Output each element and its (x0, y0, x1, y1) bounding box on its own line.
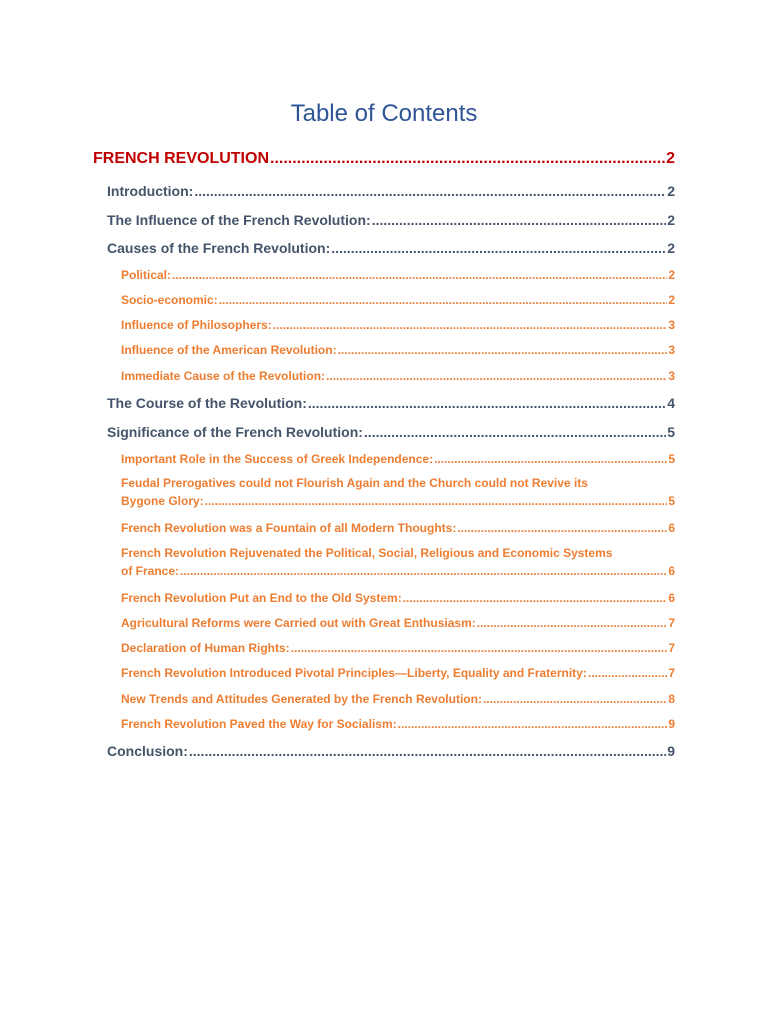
toc-entry-label-continued: Bygone Glory: (121, 494, 204, 508)
toc-page-number: 9 (668, 717, 675, 731)
toc-dot-leader (205, 494, 668, 508)
toc-entry-human-rights[interactable] (121, 641, 675, 655)
toc-entry-label: Declaration of Human Rights: (121, 641, 290, 655)
toc-dot-leader (403, 591, 668, 605)
toc-dot-leader (194, 183, 666, 199)
toc-entry-label: Immediate Cause of the Revolution: (121, 369, 326, 383)
toc-entry-socio-economic[interactable] (121, 293, 675, 307)
toc-page-number: 6 (668, 591, 675, 605)
toc-page-number: 6 (668, 564, 675, 578)
toc-entry-label: French Revolution Rejuvenated the Political, Social, Religious and Economic Systems (121, 546, 613, 560)
toc-entry-political[interactable] (121, 268, 675, 282)
toc-dot-leader (338, 343, 668, 357)
toc-entry-label: The Influence of the French Revolution: (107, 212, 371, 228)
toc-entry-influence[interactable] (107, 212, 675, 228)
toc-page-number: 2 (667, 183, 675, 199)
toc-dot-leader (273, 318, 668, 332)
toc-entry-label: Causes of the French Revolution: (107, 240, 331, 256)
toc-dot-leader (457, 521, 667, 535)
toc-entry-feudal-prerogatives[interactable] (121, 476, 675, 508)
toc-page-number: 3 (668, 318, 675, 332)
toc-dot-leader (291, 641, 668, 655)
toc-dot-leader (364, 424, 666, 440)
toc-dot-leader (372, 212, 667, 228)
toc-entry-label: New Trends and Attitudes Generated by the French Revolution: (121, 692, 482, 706)
toc-page-number: 7 (668, 616, 675, 630)
toc-entry-continuation (121, 494, 675, 508)
toc-entry-modern-thoughts[interactable] (121, 521, 675, 535)
toc-page-number: 2 (667, 240, 675, 256)
toc-entry-label: Feudal Prerogatives could not Flourish Again and the Church could not Revive its (121, 476, 588, 490)
toc-entry-french-revolution[interactable] (93, 150, 675, 168)
toc-entry-label: Significance of the French Revolution: (107, 424, 363, 440)
toc-page-number: 2 (668, 268, 675, 282)
toc-entry-label: Important Role in the Success of Greek Independence: (121, 452, 434, 466)
toc-page-number: 9 (667, 743, 675, 759)
toc-entry-immediate-cause[interactable] (121, 369, 675, 383)
toc-entry-label: Conclusion: (107, 743, 188, 759)
toc-entry-label: Influence of the American Revolution: (121, 343, 337, 357)
toc-dot-leader (398, 717, 668, 731)
toc-page-number: 3 (668, 369, 675, 383)
toc-entry-socialism[interactable] (121, 717, 675, 731)
toc-dot-leader (180, 564, 667, 578)
toc-dot-leader (219, 293, 668, 307)
toc-entry-american-revolution[interactable] (121, 343, 675, 357)
toc-dot-leader (326, 369, 667, 383)
toc-page-number: 3 (668, 343, 675, 357)
toc-entry-continuation (121, 564, 675, 578)
toc-entry-label-continued: of France: (121, 564, 180, 578)
toc-page-number: 7 (668, 666, 675, 680)
toc-entry-course[interactable] (107, 395, 675, 411)
toc-page-number: 8 (668, 692, 675, 706)
toc-entry-label: Agricultural Reforms were Carried out with Great Enthusiasm: (121, 616, 476, 630)
toc-dot-leader (483, 692, 667, 706)
toc-entry-significance[interactable] (107, 424, 675, 440)
toc-page-number: 6 (668, 521, 675, 535)
toc-entry-pivotal-principles[interactable] (121, 666, 675, 680)
toc-page-number: 5 (668, 452, 675, 466)
toc-page-number: 2 (667, 212, 675, 228)
toc-page-number: 2 (666, 150, 675, 167)
toc-entry-label: FRENCH REVOLUTION (93, 150, 269, 167)
toc-dot-leader (588, 666, 667, 680)
toc-dot-leader (270, 150, 665, 168)
toc-entry-label: French Revolution Introduced Pivotal Principles—Liberty, Equality and Fraternity: (121, 666, 587, 680)
toc-entry-introduction[interactable] (107, 183, 675, 199)
toc-page-number: 4 (667, 395, 675, 411)
toc-title: Table of Contents (290, 100, 478, 127)
toc-entry-label: French Revolution Paved the Way for Socialism: (121, 717, 397, 731)
toc-dot-leader (172, 268, 667, 282)
toc-page-number: 5 (668, 494, 675, 508)
toc-entry-greek-independence[interactable] (121, 452, 675, 466)
toc-entry-philosophers[interactable] (121, 318, 675, 332)
toc-dot-leader (434, 452, 667, 466)
toc-entry-label: French Revolution Put an End to the Old System: (121, 591, 402, 605)
toc-page-number: 7 (668, 641, 675, 655)
toc-entry-old-system[interactable] (121, 591, 675, 605)
toc-entry-label: Influence of Philosophers: (121, 318, 272, 332)
toc-dot-leader (477, 616, 668, 630)
toc-entry-rejuvenated-systems[interactable] (121, 546, 675, 578)
toc-dot-leader (331, 240, 666, 256)
toc-entry-label: French Revolution was a Fountain of all Modern Thoughts: (121, 521, 457, 535)
toc-entry-agricultural-reforms[interactable] (121, 616, 675, 630)
toc-entry-label: Socio-economic: (121, 293, 218, 307)
toc-page-number: 5 (667, 424, 675, 440)
toc-entry-causes[interactable] (107, 240, 675, 256)
toc-entry-label: The Course of the Revolution: (107, 395, 307, 411)
toc-dot-leader (189, 743, 666, 759)
toc-entry-conclusion[interactable] (107, 743, 675, 759)
toc-entry-label: Introduction: (107, 183, 194, 199)
toc-entry-new-trends[interactable] (121, 692, 675, 706)
toc-dot-leader (308, 395, 666, 411)
toc-page-number: 2 (668, 293, 675, 307)
toc-entry-label: Political: (121, 268, 172, 282)
